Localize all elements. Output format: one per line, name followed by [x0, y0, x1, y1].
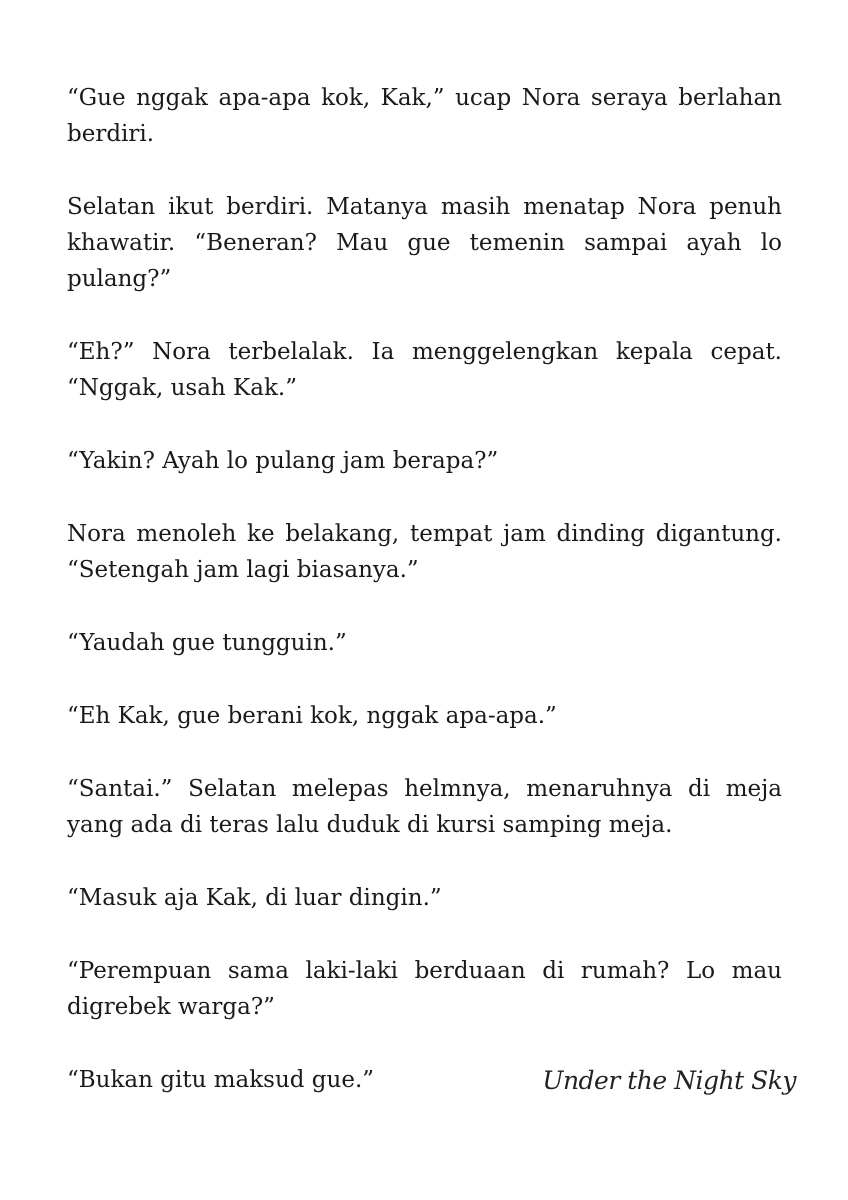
paragraph: “Gue nggak apa-apa kok, Kak,” ucap Nora seraya berlahan berdiri.	[67, 85, 782, 147]
paragraph: “Eh?” Nora terbelalak. Ia menggelengkan kepala cepat. “Nggak, usah Kak.”	[67, 339, 782, 401]
book-title-watermark: Under the Night Sky	[542, 1066, 796, 1095]
paragraph: Selatan ikut berdiri. Matanya masih menatap Nora penuh khawatir. “Beneran? Mau gue temenin sampai ayah lo pulang?”	[67, 194, 782, 292]
paragraph: “Santai.” Selatan melepas helmnya, menaruhnya di meja yang ada di teras lalu duduk di kursi samping meja.	[67, 776, 782, 838]
page-body	[67, 80, 782, 1135]
paragraph: “Yaudah gue tungguin.”	[67, 630, 347, 656]
paragraph: “Eh Kak, gue berani kok, nggak apa-apa.”	[67, 703, 557, 729]
paragraph: “Yakin? Ayah lo pulang jam berapa?”	[67, 448, 499, 474]
paragraph: “Perempuan sama laki-laki berduaan di rumah? Lo mau digrebek warga?”	[67, 958, 782, 1020]
paragraph: “Bukan gitu maksud gue.”	[67, 1067, 375, 1093]
paragraph: Nora menoleh ke belakang, tempat jam dinding digantung. “Setengah jam lagi biasanya.”	[67, 521, 782, 583]
paragraph: “Masuk aja Kak, di luar dingin.”	[67, 885, 442, 911]
